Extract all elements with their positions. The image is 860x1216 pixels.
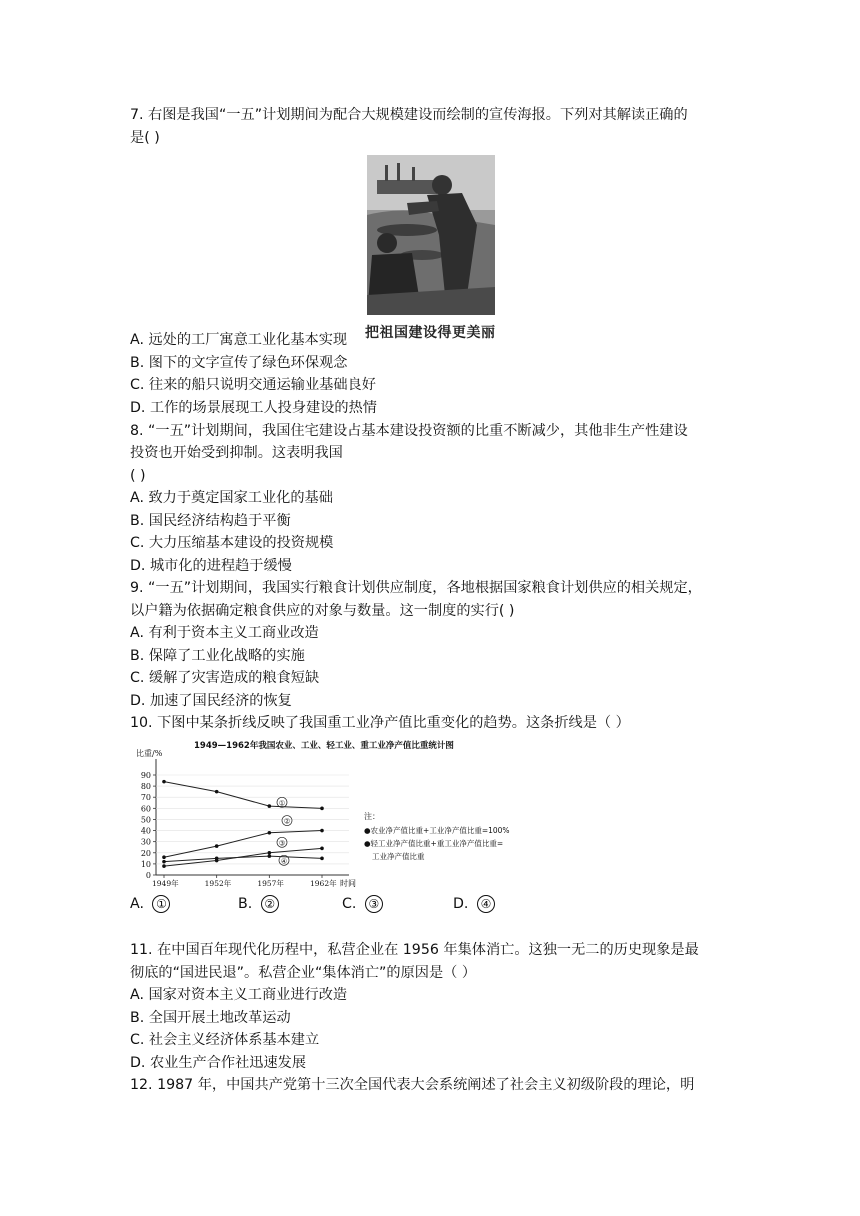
x-tick-label: 1962年 xyxy=(310,879,337,888)
q7-option-d: D. 工作的场景展现工人投身建设的热情 xyxy=(130,400,377,416)
y-tick-label: 50 xyxy=(140,815,151,825)
q8-stem-line3: ( ) xyxy=(130,468,146,484)
poster-illustration xyxy=(367,155,495,315)
q9-stem-line1: 9. “一五”计划期间，我国实行粮食计划供应制度，各地根据国家粮食计划供应的相关规定， xyxy=(130,580,702,596)
q10-option-d xyxy=(453,894,495,914)
data-point xyxy=(162,860,166,864)
q11-option-d: D. 农业生产合作社迅速发展 xyxy=(130,1055,307,1071)
q10-option-b-letter: B. xyxy=(238,896,253,912)
data-point xyxy=(162,780,166,784)
x-tick-label: 1952年 xyxy=(204,879,232,888)
notes-line3: 工业净产值比重 xyxy=(372,852,425,861)
q7-option-a: A. 远处的工厂寓意工业化基本实现 xyxy=(130,332,348,348)
q11-option-b: B. 全国开展土地改革运动 xyxy=(130,1010,291,1026)
q8-option-a: A. 致力于奠定国家工业化的基础 xyxy=(130,490,333,506)
q9-option-b: B. 保障了工业化战略的实施 xyxy=(130,648,305,664)
poster-caption: 把祖国建设得更美丽 xyxy=(365,325,496,341)
notes-line1: ●农业净产值比重+工业净产值比重=100% xyxy=(364,826,510,835)
q10-option-d-mark: ④ xyxy=(477,895,495,913)
data-point xyxy=(162,864,166,868)
series-label: ④ xyxy=(280,857,288,866)
q7-option-b: B. 图下的文字宣传了绿色环保观念 xyxy=(130,355,348,371)
q9-stem-line2: 以户籍为依据确定粮食供应的对象与数量。这一制度的实行( ) xyxy=(130,603,515,619)
y-tick-label: 0 xyxy=(145,871,151,880)
x-tick-label: 1949年 xyxy=(152,879,179,888)
q8-stem-line1: 8. “一五”计划期间，我国住宅建设占基本建设投资额的比重不断减少，其他非生产性建设 xyxy=(130,423,688,439)
y-tick-label: 40 xyxy=(140,826,151,836)
y-axis-label: 比重/% xyxy=(136,749,163,758)
data-point xyxy=(268,851,272,855)
q10-option-c xyxy=(342,894,383,914)
series-line xyxy=(164,782,322,809)
x-tick-label: 1957年 xyxy=(257,879,284,888)
series-label: ② xyxy=(283,817,291,826)
series-label: ① xyxy=(278,799,286,808)
data-point xyxy=(320,829,324,833)
y-tick-label: 20 xyxy=(140,848,151,858)
q8-option-c: C. 大力压缩基本建设的投资规模 xyxy=(130,535,334,551)
series-line xyxy=(164,831,322,858)
y-tick-label: 70 xyxy=(140,793,151,803)
q8-stem-line2: 投资也开始受到抑制。这表明我国 xyxy=(130,445,343,461)
q11-option-a: A. 国家对资本主义工商业进行改造 xyxy=(130,987,348,1003)
q10-option-a-mark: ① xyxy=(152,895,170,913)
q10-option-a xyxy=(130,894,170,914)
q10-option-b-mark: ② xyxy=(261,895,279,913)
q9-option-a: A. 有利于资本主义工商业改造 xyxy=(130,625,319,641)
y-tick-label: 90 xyxy=(140,771,151,780)
data-point xyxy=(268,804,272,808)
notes-line2: ●轻工业净产值比重+重工业净产值比重= xyxy=(364,839,504,848)
y-tick-label: 30 xyxy=(140,837,151,847)
q7-stem-line2: 是( ) xyxy=(130,130,160,146)
data-point xyxy=(215,790,219,794)
y-tick-label: 80 xyxy=(140,782,151,792)
q10-option-a-letter: A. xyxy=(130,896,144,912)
data-point xyxy=(215,857,219,861)
q10-option-c-letter: C. xyxy=(342,896,357,912)
q7-option-c: C. 往来的船只说明交通运输业基础良好 xyxy=(130,377,376,393)
q9-option-d: D. 加速了国民经济的恢复 xyxy=(130,693,292,709)
q11-option-c: C. 社会主义经济体系基本建立 xyxy=(130,1032,320,1048)
notes-title: 注： xyxy=(364,812,380,821)
q10-stem-line1: 10. 下图中某条折线反映了我国重工业净产值比重变化的趋势。这条折线是（ ） xyxy=(130,715,630,731)
data-point xyxy=(320,847,324,851)
q9-option-c: C. 缓解了灾害造成的粮食短缺 xyxy=(130,670,320,686)
line-chart xyxy=(134,737,554,889)
series-line xyxy=(164,856,322,862)
q11-stem-line2: 彻底的“国进民退”。私营企业“集体消亡”的原因是（ ） xyxy=(130,965,477,981)
q8-option-b: B. 国民经济结构趋于平衡 xyxy=(130,513,291,529)
chart-title: 1949—1962年我国农业、工业、轻工业、重工业净产值比重统计图 xyxy=(194,741,454,751)
data-point xyxy=(320,807,324,811)
q10-option-d-letter: D. xyxy=(453,896,469,912)
data-point xyxy=(215,844,219,848)
series-label: ③ xyxy=(278,839,286,848)
y-tick-label: 10 xyxy=(140,859,151,869)
data-point xyxy=(268,831,272,835)
q10-option-c-mark: ③ xyxy=(365,895,383,913)
data-point xyxy=(162,855,166,859)
q8-option-d: D. 城市化的进程趋于缓慢 xyxy=(130,558,292,574)
y-tick-label: 60 xyxy=(140,804,151,814)
data-point xyxy=(320,857,324,861)
propaganda-poster-image xyxy=(367,155,495,315)
q7-stem-line1: 7. 右图是我国“一五”计划期间为配合大规模建设而绘制的宣传海报。下列对其解读正确的 xyxy=(130,107,688,123)
x-axis-label: 时间 xyxy=(340,879,356,888)
q11-stem-line1: 11. 在中国百年现代化历程中，私营企业在 1956 年集体消亡。这独一无二的历史现象是最 xyxy=(130,942,699,958)
q10-option-b xyxy=(238,894,279,914)
data-point xyxy=(268,854,272,858)
q12-stem-line1: 12. 1987 年，中国共产党第十三次全国代表大会系统阐述了社会主义初级阶段的理论，明 xyxy=(130,1077,695,1093)
